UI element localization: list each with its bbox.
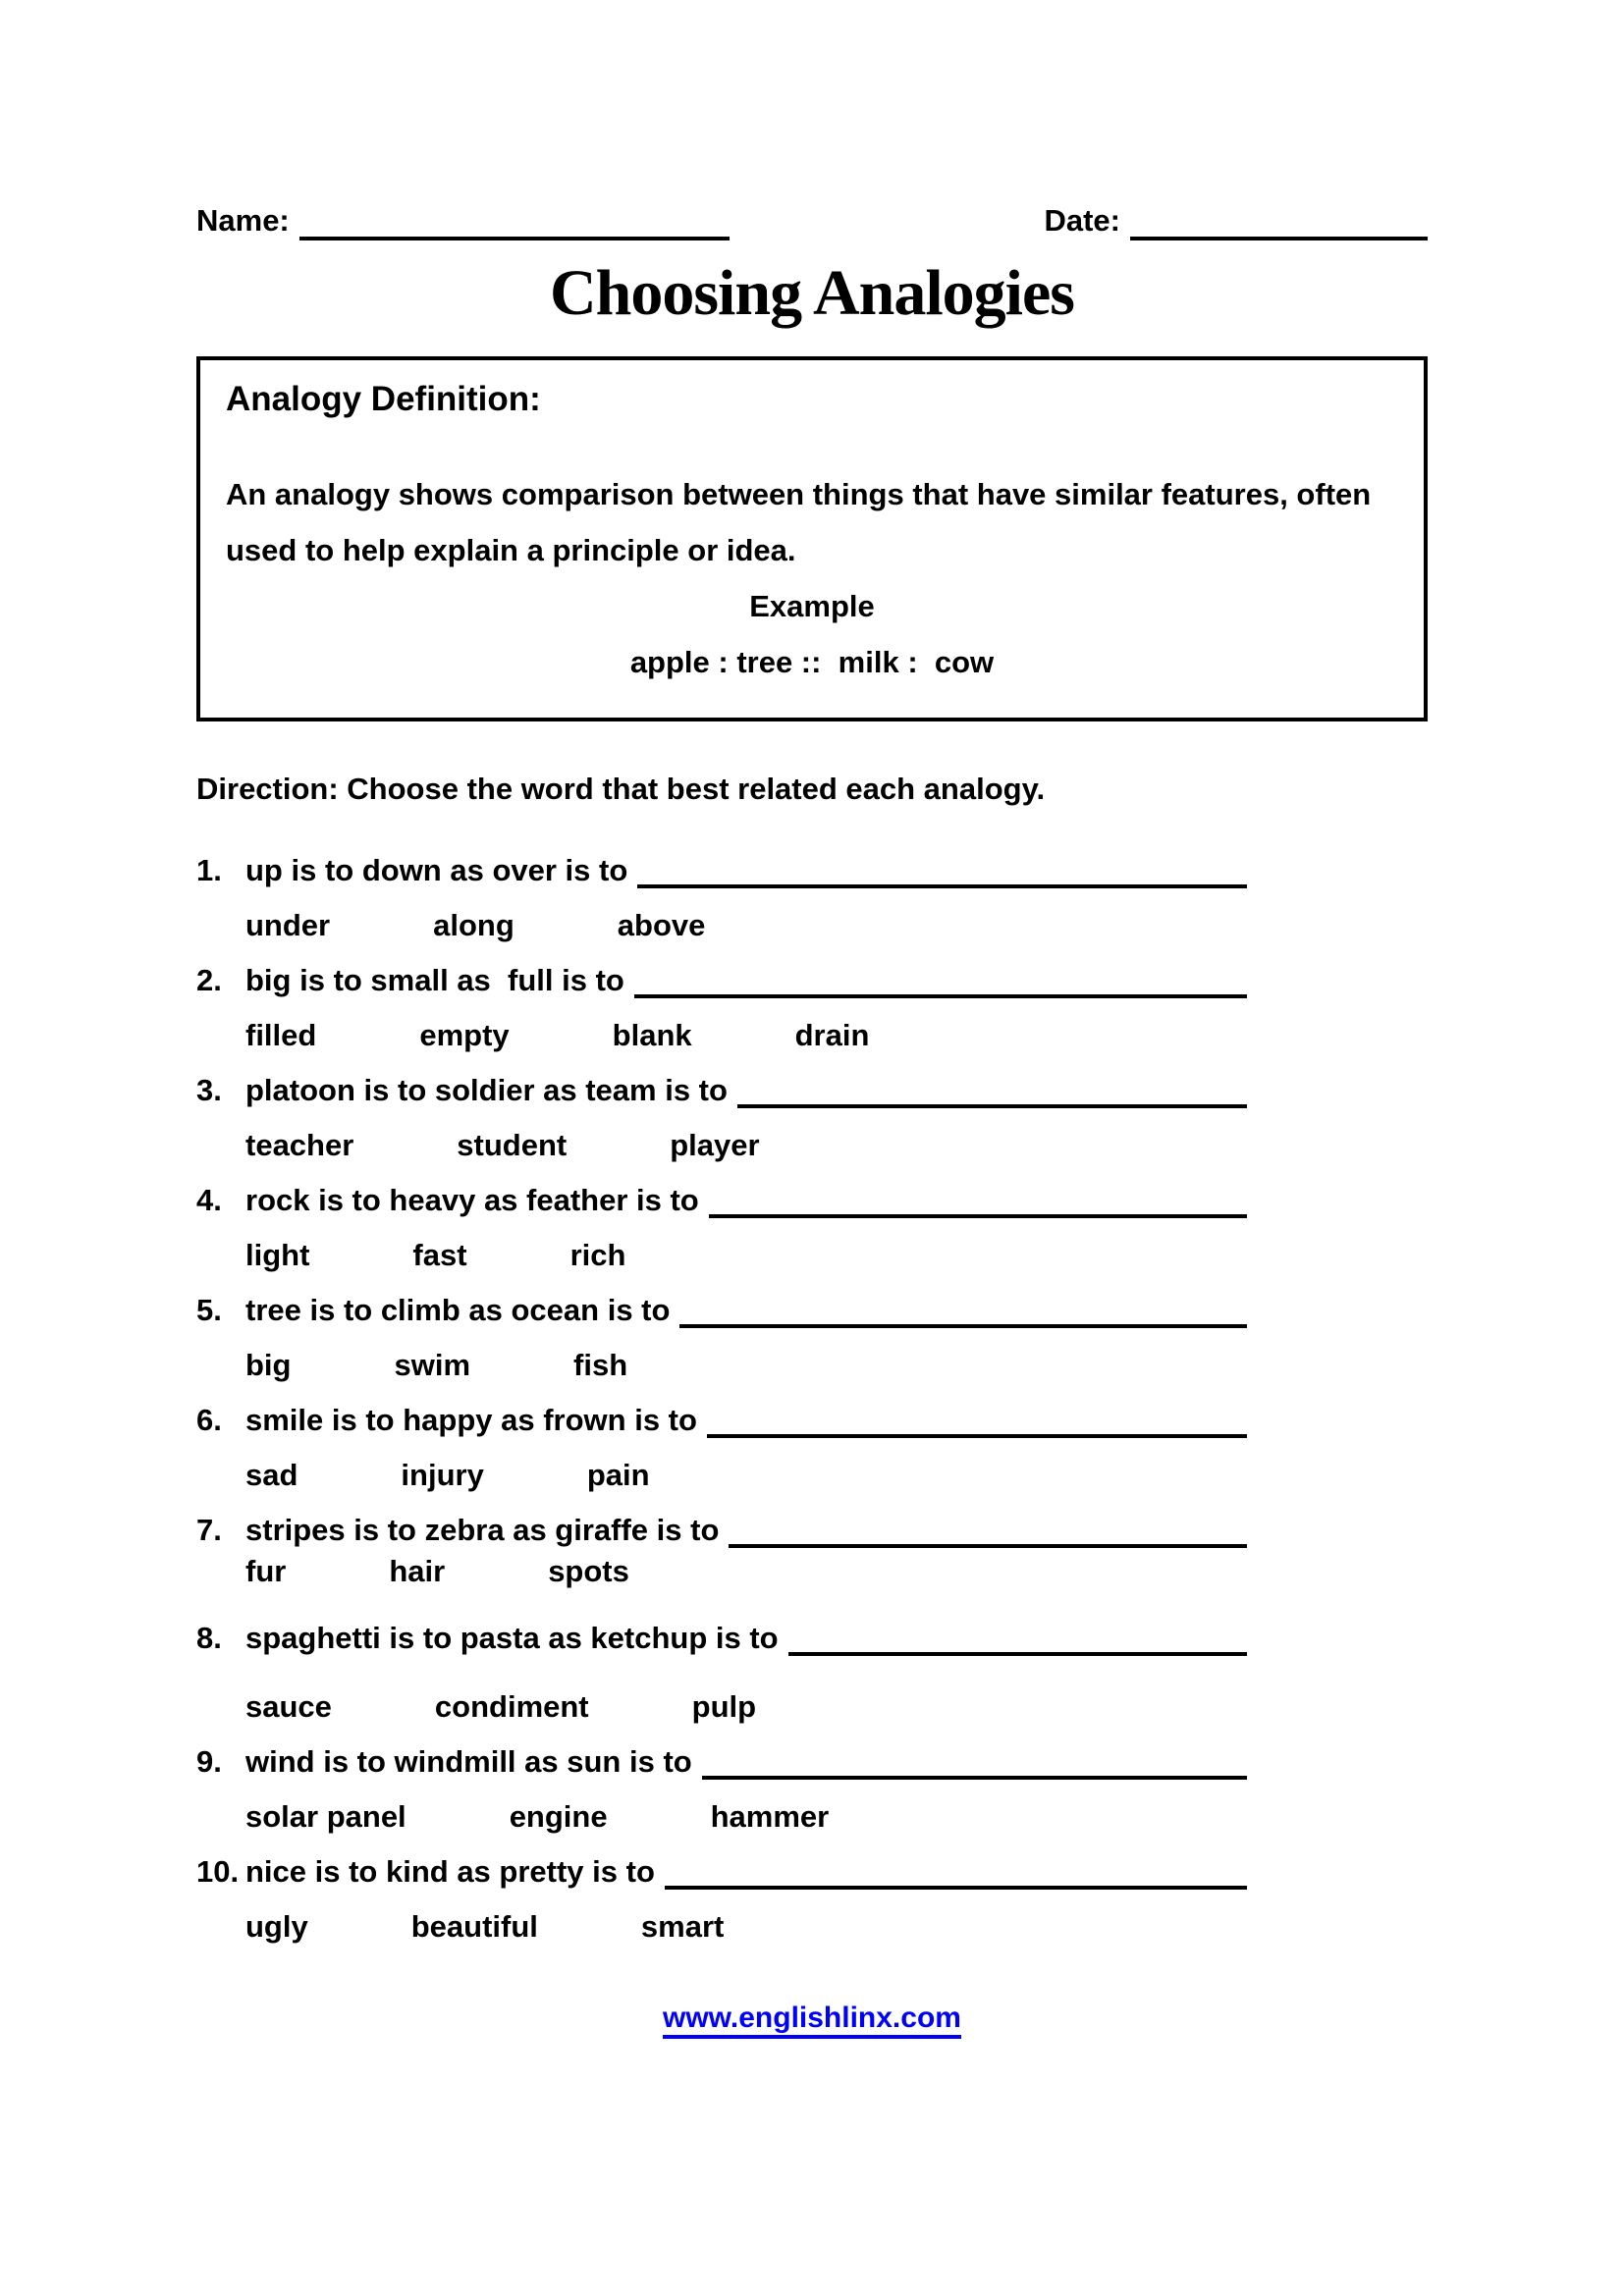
option-word: condiment — [434, 1688, 589, 1724]
question-number: 10. — [196, 1853, 240, 1889]
answer-blank-line — [737, 1073, 1247, 1108]
option-word: fur — [245, 1553, 287, 1588]
option-word: rich — [569, 1237, 626, 1272]
footer — [196, 2002, 1428, 2035]
example-text: apple : tree :: milk : cow — [629, 644, 995, 679]
answer-blank-line — [637, 853, 1247, 888]
question-text: platoon is to soldier as team is to — [245, 1072, 728, 1107]
question-line — [196, 1183, 1247, 1218]
option-word: solar panel — [245, 1798, 406, 1834]
name-label: Name: — [196, 203, 290, 238]
question-text: big is to small as full is to — [245, 962, 624, 997]
answer-blank-line — [707, 1403, 1247, 1438]
answer-blank-line — [729, 1513, 1247, 1548]
definition-box — [196, 356, 1428, 721]
definition-body: An analogy shows comparison between things that have similar features, often used to help explain a principle or idea. — [226, 476, 1372, 567]
question-line — [196, 1744, 1247, 1780]
option-word: filled — [245, 1017, 317, 1052]
question-number: 3. — [196, 1072, 222, 1107]
question-number: 5. — [196, 1292, 222, 1327]
options-row — [196, 1018, 1428, 1053]
option-word: pain — [586, 1457, 650, 1492]
option-word: student — [457, 1127, 568, 1162]
option-word: light — [245, 1237, 310, 1272]
option-word: fish — [573, 1347, 628, 1382]
question-number: 4. — [196, 1182, 222, 1217]
question-text: up is to down as over is to — [245, 852, 628, 887]
question-line — [196, 1403, 1247, 1438]
question-line — [196, 853, 1247, 888]
question-text: tree is to climb as ocean is to — [245, 1292, 671, 1327]
answer-blank-line — [702, 1744, 1247, 1780]
question-text: rock is to heavy as feather is to — [245, 1182, 699, 1217]
option-word: spots — [548, 1553, 629, 1588]
question-item — [196, 1403, 1428, 1493]
question-item — [196, 1183, 1428, 1273]
question-item — [196, 853, 1428, 943]
option-word: big — [245, 1347, 292, 1382]
footer-link[interactable]: www.englishlinx.com — [663, 2002, 961, 2039]
options-row — [196, 1554, 1428, 1589]
option-word: beautiful — [410, 1908, 538, 1944]
question-number: 2. — [196, 962, 222, 997]
question-text: smile is to happy as frown is to — [245, 1402, 697, 1437]
page-title: Choosing Analogies — [550, 257, 1074, 329]
option-word: player — [670, 1127, 760, 1162]
question-item — [196, 1513, 1428, 1589]
question-item — [196, 1073, 1428, 1163]
question-number: 1. — [196, 852, 222, 887]
question-number: 6. — [196, 1402, 222, 1437]
questions-list — [196, 853, 1428, 1945]
option-word: ugly — [245, 1908, 308, 1944]
question-text: stripes is to zebra as giraffe is to — [245, 1512, 720, 1547]
option-word: teacher — [245, 1127, 354, 1162]
question-item — [196, 963, 1428, 1053]
question-item — [196, 1854, 1428, 1945]
date-field — [1044, 201, 1428, 240]
question-number: 7. — [196, 1512, 222, 1547]
option-word: along — [433, 907, 514, 942]
definition-heading: Analogy Definition: — [226, 379, 541, 418]
example-label: Example — [749, 588, 875, 623]
question-line — [196, 1621, 1247, 1656]
option-word: smart — [640, 1908, 725, 1944]
question-line — [196, 1854, 1247, 1890]
option-word: blank — [612, 1017, 692, 1052]
question-text: nice is to kind as pretty is to — [245, 1853, 655, 1889]
question-item — [196, 1621, 1428, 1725]
answer-blank-line — [634, 963, 1247, 998]
header-row — [196, 0, 1428, 240]
question-text: spaghetti is to pasta as ketchup is to — [245, 1620, 779, 1655]
answer-blank-line — [679, 1293, 1247, 1328]
name-field — [196, 201, 730, 240]
option-word: above — [617, 907, 706, 942]
option-word: fast — [412, 1237, 467, 1272]
question-number: 9. — [196, 1743, 222, 1779]
options-row — [196, 1909, 1428, 1945]
options-row — [196, 1238, 1428, 1273]
options-row — [196, 1799, 1428, 1835]
direction-text: Direction: Choose the word that best related each analogy. — [196, 771, 1046, 806]
options-row — [196, 908, 1428, 943]
option-word: drain — [794, 1017, 870, 1052]
option-word: sauce — [245, 1688, 332, 1724]
question-item — [196, 1744, 1428, 1835]
question-line — [196, 1513, 1247, 1548]
answer-blank-line — [709, 1183, 1247, 1218]
options-row — [196, 1689, 1428, 1725]
question-number: 8. — [196, 1620, 222, 1655]
question-line — [196, 1293, 1247, 1328]
options-row — [196, 1128, 1428, 1163]
question-item — [196, 1293, 1428, 1383]
option-word: hammer — [710, 1798, 830, 1834]
date-label: Date: — [1044, 203, 1120, 238]
options-row — [196, 1458, 1428, 1493]
option-word: pulp — [691, 1688, 757, 1724]
option-word: hair — [389, 1553, 446, 1588]
option-word: injury — [401, 1457, 484, 1492]
date-blank-line — [1130, 203, 1428, 240]
option-word: empty — [419, 1017, 510, 1052]
question-line — [196, 1073, 1247, 1108]
option-word: sad — [245, 1457, 298, 1492]
question-line — [196, 963, 1247, 998]
answer-blank-line — [665, 1854, 1247, 1890]
question-text: wind is to windmill as sun is to — [245, 1743, 692, 1779]
option-word: swim — [394, 1347, 471, 1382]
option-word: under — [245, 907, 331, 942]
name-blank-line — [299, 203, 730, 240]
option-word: engine — [509, 1798, 608, 1834]
answer-blank-line — [788, 1621, 1247, 1656]
options-row — [196, 1348, 1428, 1383]
